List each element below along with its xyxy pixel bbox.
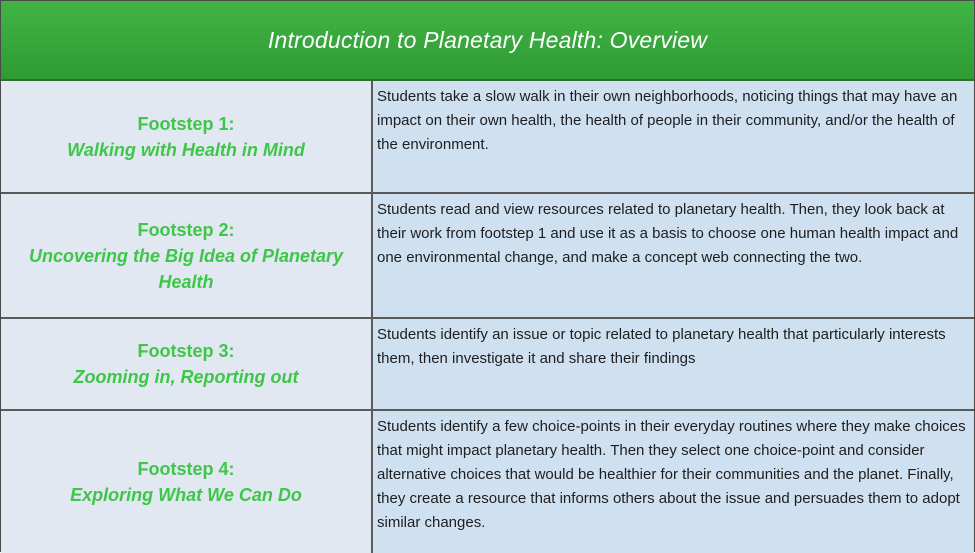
footstep-cell [1, 81, 373, 192]
footstep-cell [1, 194, 373, 317]
footstep-title: Exploring What We Can Do [70, 485, 302, 505]
table-row-footstep-3 [1, 319, 974, 411]
description-cell [373, 81, 974, 192]
footstep-label: Footstep 1: [137, 113, 235, 134]
table-header [1, 1, 974, 81]
footstep-label: Footstep 2: [137, 219, 235, 240]
description-cell [373, 319, 974, 409]
footstep-title: Uncovering the Big Idea of Planetary Health [28, 245, 344, 292]
description-cell [373, 194, 974, 317]
footstep-title: Zooming in, Reporting out [73, 367, 299, 387]
footstep-cell [1, 411, 373, 553]
table-row-footstep-1 [1, 81, 974, 194]
table-row-footstep-4 [1, 411, 974, 553]
table-title: Introduction to Planetary Health: Overview [267, 26, 708, 53]
footstep-description: Students read and view resources related to planetary health. Then, they look back at their work from footstep 1 and use it as a basis to choose one human health impact and one environmental change, and make a concept web connecting the two. [377, 201, 959, 266]
footstep-description: Students identify an issue or topic related to planetary health that particularly interests them, then investigate it and share their findings [377, 326, 946, 367]
footstep-label: Footstep 4: [137, 459, 235, 479]
table-row-footstep-2 [1, 194, 974, 319]
footstep-description: Students take a slow walk in their own neighborhoods, noticing things that may have an impact on their own health, the health of people in their community, and/or the health of the environment. [377, 88, 958, 153]
footstep-label: Footstep 3: [137, 341, 235, 361]
description-cell [373, 411, 974, 553]
footstep-description: Students identify a few choice-points in their everyday routines where they make choices that might impact planetary health. Then they select one choice-point and consider alternative choices that would be healthier for their communities and the planet. Finally, they create a resource that informs others about the issue and persuades them to adopt similar changes. [377, 418, 966, 531]
footstep-cell [1, 319, 373, 409]
footstep-title: Walking with Health in Mind [67, 139, 305, 160]
